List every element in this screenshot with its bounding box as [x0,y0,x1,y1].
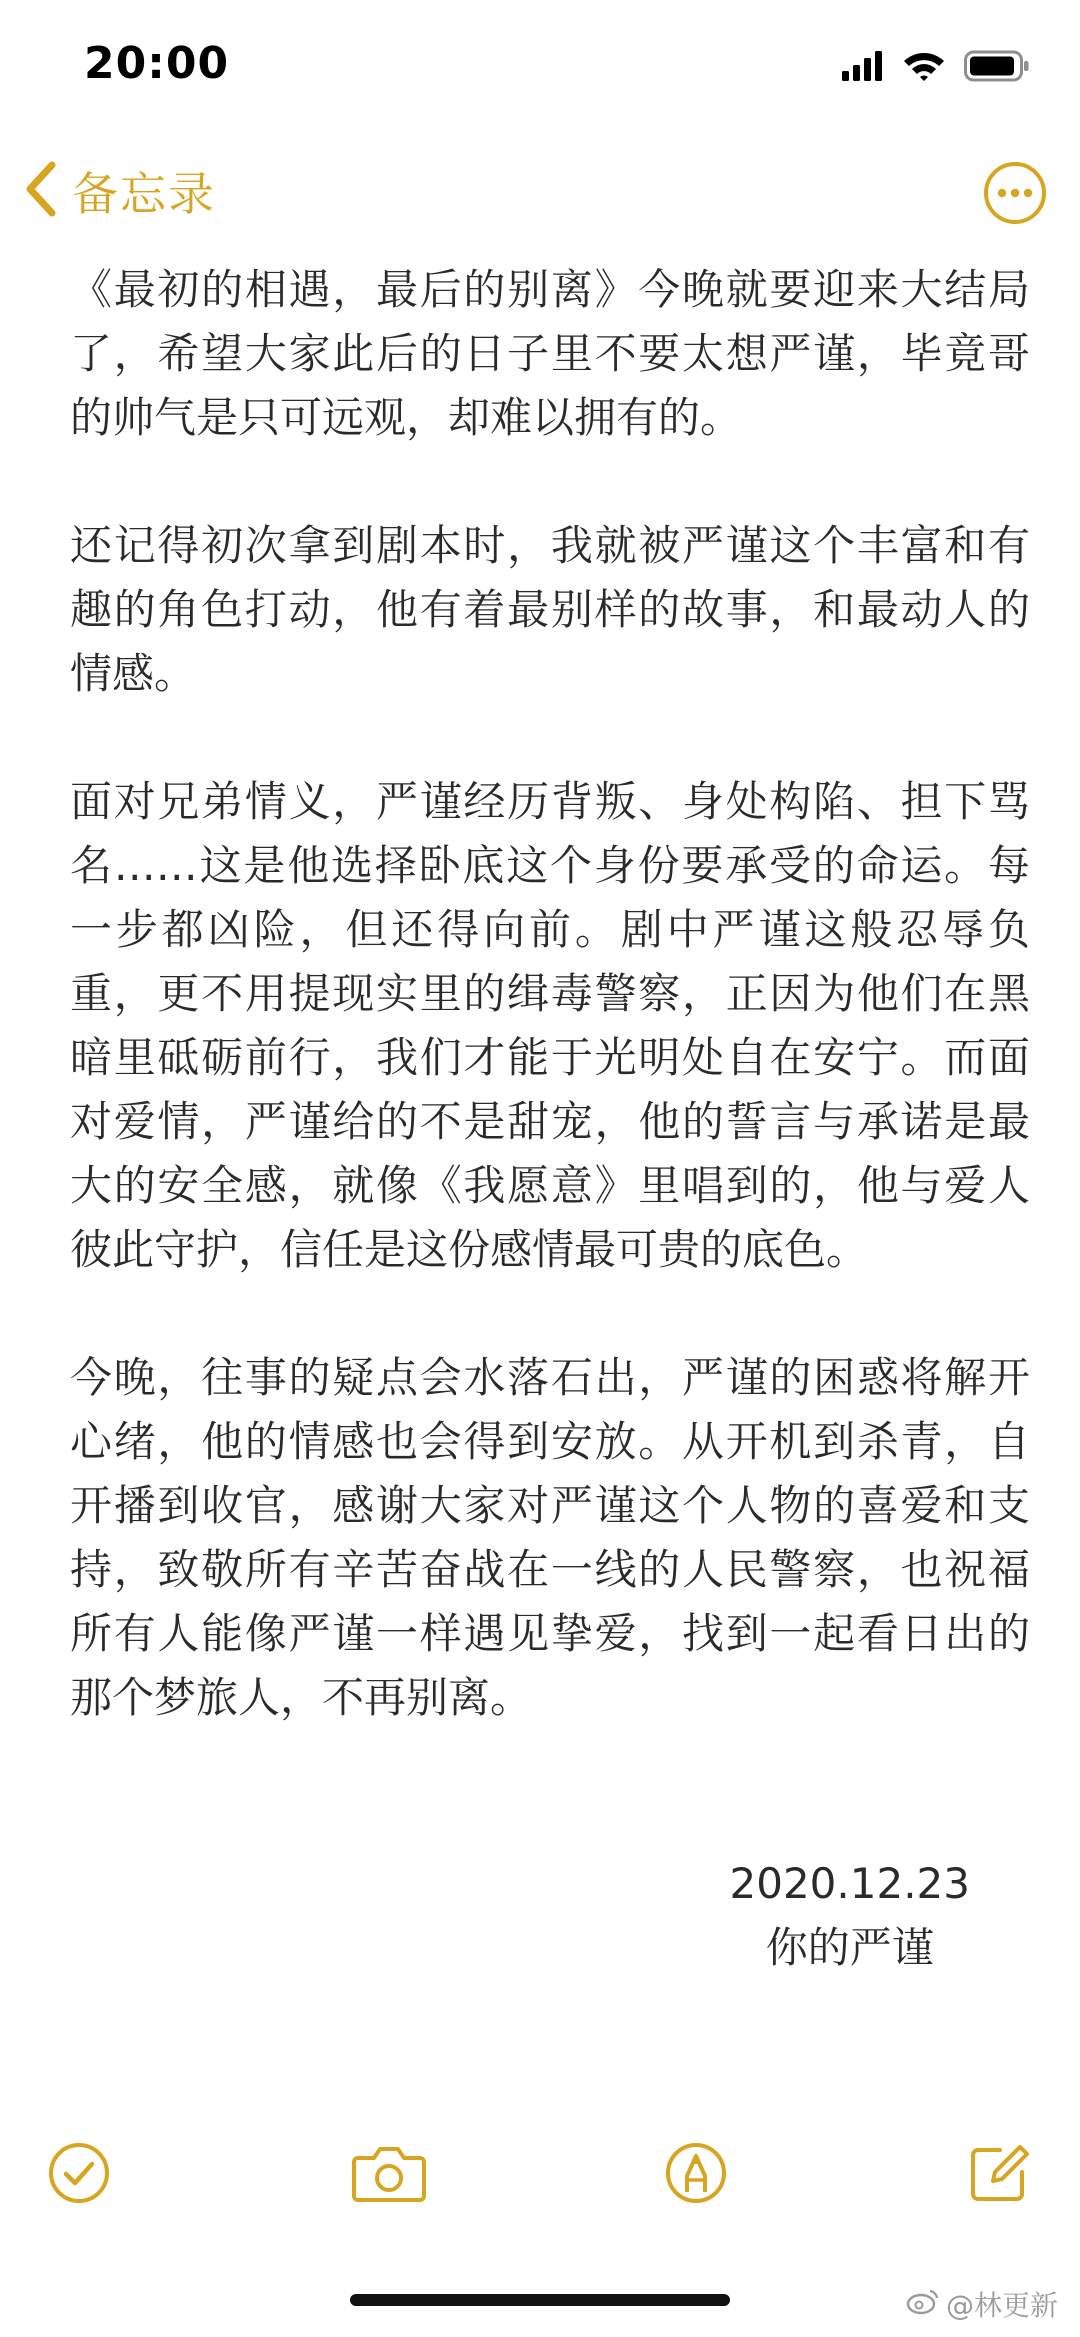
watermark [906,2284,1058,2324]
signature [730,1852,970,1980]
status-bar [0,0,1080,140]
note-paragraph-4: 今晚，往事的疑点会水落石出，严谨的困惑将解开心绪，他的情感也会得到安放。从开机到杀青，自开播到收官，感谢大家对严谨这个人物的喜爱和支持，致敬所有辛苦奋战在一线的人民警察，也祝福所有人能像严谨一样遇见挚爱，找到一起看日出的那个梦旅人，不再别离。 [70,1353,1030,1722]
camera-button[interactable] [350,2140,428,2210]
note-body[interactable] [70,258,1030,1730]
home-indicator[interactable] [350,2294,730,2306]
status-time: 20:00 [84,38,230,89]
compose-icon [966,2191,1032,2210]
watermark-text: @林更新 [945,2289,1058,2322]
nav-bar [0,150,1080,240]
battery-icon [964,50,1030,86]
more-button[interactable] [982,160,1048,230]
checklist-icon [46,2191,112,2210]
cellular-signal-icon [842,51,884,85]
compose-button[interactable] [966,2140,1032,2210]
signature-date: 2020.12.23 [729,1859,970,1908]
checklist-button[interactable] [46,2140,112,2210]
bottom-toolbar [0,2140,1080,2250]
camera-icon [350,2191,428,2210]
more-ellipsis-icon [982,211,1048,230]
markup-button[interactable] [663,2140,729,2210]
signature-name: 你的严谨 [765,1923,934,1972]
back-label: 备忘录 [72,167,216,221]
wifi-icon [902,50,946,86]
status-icons [842,50,1030,86]
note-paragraph-2: 还记得初次拿到剧本时，我就被严谨这个丰富和有趣的角色打动，他有着最别样的故事，和最动人的情感。 [70,521,1030,698]
note-paragraph-3: 面对兄弟情义，严谨经历背叛、身处构陷、担下骂名……这是他选择卧底这个身份要承受的命运。每一步都凶险，但还得向前。剧中严谨这般忍辱负重，更不用提现实里的缉毒警察，正因为他们在黑暗里砥砺前行，我们才能于光明处自在安宁。而面对爱情，严谨给的不是甜宠，他的誓言与承诺是最大的安全感，就像《我愿意》里唱到的，他与爱人彼此守护，信任是这份感情最可贵的底色。 [70,777,1030,1274]
chevron-left-icon [22,159,58,223]
back-button[interactable] [22,158,216,224]
note-paragraph-1: 《最初的相遇，最后的别离》今晚就要迎来大结局了，希望大家此后的日子里不要太想严谨，毕竟哥的帅气是只可远观，却难以拥有的。 [70,265,1030,442]
markup-pen-icon [663,2191,729,2210]
weibo-icon [906,2287,940,2322]
